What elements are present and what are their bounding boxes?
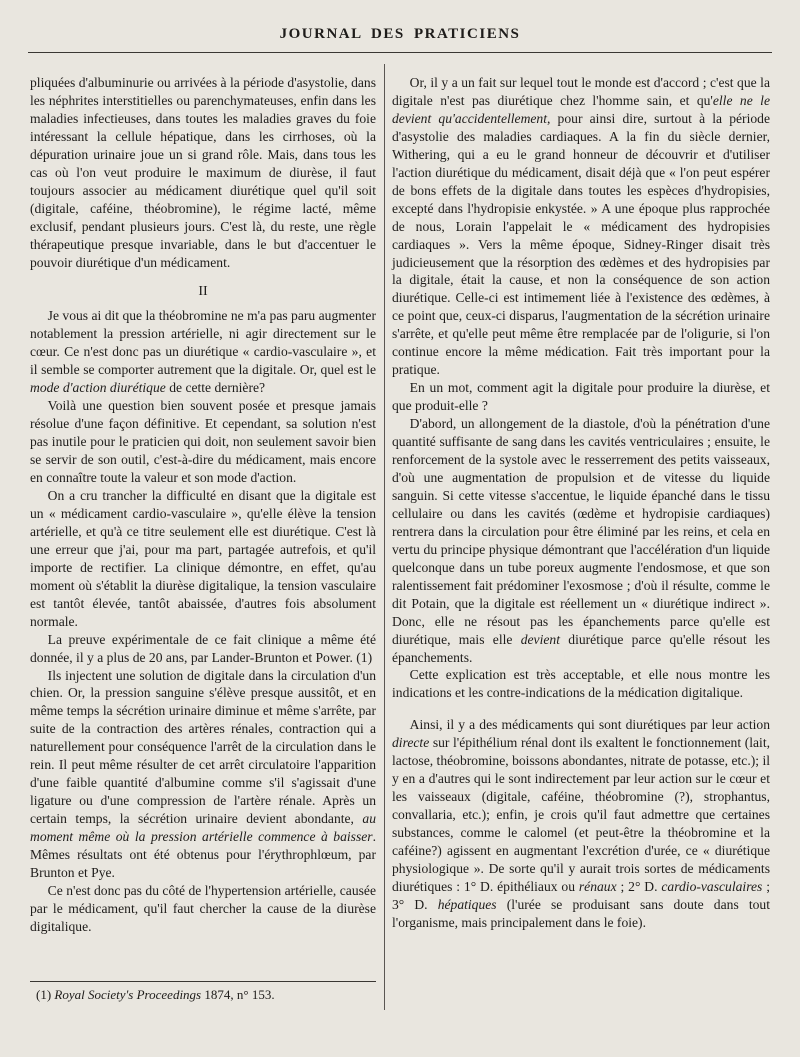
footnote-rule [30,981,376,982]
footnote-source: Royal Society's Proceedings [54,987,202,1002]
header-rule [28,52,772,53]
emphasis: cardio-vasculaires [661,878,763,894]
column-divider [384,64,385,1010]
paragraph: Ainsi, il y a des médicaments qui sont diurétiques par leur action directe sur l'épithélium rénal dont ils exaltent le fonctionnement (lait, lactose, théobromine, boissons abondantes, nitrate de potasse, etc.); il y en a d'autres qui le sont indirectement par leur action sur le cœur et les vaisseaux (digitale, caféine, théobromine (?), strophantus, convallaria, etc.); enfin, je crois qu'il faut admettre que certaines substances, comme le calomel (et peut-être la théobromine et la caféine?) agissent en augmentant l'excrétion d'urée, ce « diurétique physiologique ». De sorte qu'il y aurait trois sortes de médicaments diurétiques : 1° D. épithéliaux ou rénaux ; 2° D. cardio-vasculaires ; 3° D. hépatiques (l'urée se produisant sans doute dans tout l'organisme, mais principalement dans le foie). [392,717,770,930]
paragraph: Cette explication est très acceptable, et elle nous montre les indications et les contre-indications de la médication digitalique. [392,667,770,701]
paragraph: D'abord, un allongement de la diastole, d'où la pénétration d'une quantité suffisante de sang dans les cavités ventriculaires ; ensuite, le renforcement de la systole avec le resserrement des petits vaisseaux, d'où une augmentation de propulsion et de vitesse du liquide sanguin. Si cette vitesse s'accentue, le liquide épanché dans le tissu cellulaire ou dans les cavités (œdème et hydropisie cardiaques) rentrera dans la circulation pour être éliminé par les reins, et cela en vertu du principe physique démontrant que l'accélération d'un liquide quelconque dans un tube poreux augmente l'endosmose, et que son ralentissement fait prédominer l'exosmose ; d'où il résulte, comme le dit Potain, que la digitale est réellement un « diurétique indirect ». Donc, elle ne résout pas les épanchements parce qu'elle est diurétique, mais elle devient diurétique parce qu'elle résout les épanchements. [392,416,770,665]
paragraph: pliquées d'albuminurie ou arrivées à la période d'asystolie, dans les néphrites interstitielles ou parenchymateuses, enfin dans les maladies infectieuses, dans toutes les maladies graves du foie intéressant la cellule hépatique, dans les cirrhoses, où la dépuration urinaire joue un si grand rôle. Mais, dans tous les cas où l'on veut produire le maximum de diurèse, il faut toujours associer au médicament diurétique quel qu'il soit (digitale, caféine, théobromine), le régime lacté, même exclusif, pendant plusieurs jours. C'est là, du reste, une règle thérapeutique presque invariable, dans le but d'accentuer le pouvoir diurétique d'un médicament. [30,75,376,270]
emphasis: directe [392,735,430,751]
running-header: JOURNAL DES PRATICIENS [279,26,521,42]
right-column [392,74,770,932]
emphasis: hépatiques [437,896,497,912]
paragraph: Je vous ai dit que la théobromine ne m'a pas paru augmenter notablement la pression artérielle, ni agir directement sur le cœur. Ce n'est donc pas un diurétique « cardio-vasculaire », et il semble se comporter autrement que la digitale. Or, quel est le mode d'action diurétique de cette dernière? [30,308,376,396]
paragraph: On a cru trancher la difficulté en disant que la digitale est un « médicament cardio-vasculaire », qu'elle élève la tension artérielle, et qu'à ce titre seulement elle est diurétique. C'est là une erreur que j'ai, pour ma part, partagée autrefois, et qu'il importe de rectifier. La clinique démontre, en effet, qu'au moment où s'établit la diurèse digitalique, la tension vasculaire est tantôt élevée, tantôt abaissée, d'autres fois absolument normale. [30,487,376,629]
left-column [30,74,376,936]
emphasis: rénaux [578,878,617,894]
paragraph: Voilà une question bien souvent posée et presque jamais résolue d'une façon définitive. Et cependant, sa solution n'est pas inutile pour le praticien qui doit, non seulement savoir bien se servir de son outil, c'est-à-dire du médicament, mais encore en connaître toute la valeur et son mode d'action. [30,398,376,486]
emphasis: au moment même où la pression artérielle commence à baisser [30,811,376,845]
paragraph: Or, il y a un fait sur lequel tout le monde est d'accord ; c'est que la digitale n'est pas diurétique chez l'homme sain, et qu'elle ne le devient qu'accidentellement, pour ainsi dire, surtout à la période d'asystolie des maladies cardiaques. A la fin du siècle dernier, Withering, qui a eu le grand honneur de découvrir et d'utiliser l'action diurétique du médicament, disait déjà que « l'on peut espérer de bons effets de la digitale dans toutes les espèces d'hydropisies, excepté dans l'hydropisie enkystée. » A une époque plus rapprochée de nous, Lorain l'appelait le « médicament des hydropisies cardiaques ». Vers la même époque, Sidney-Ringer disait très judicieusement que la résorption des œdèmes et des hydropisies par la digitale, était la cause, et non la conséquence de son action diurétique. Celle-ci est intimement liée à l'existence des œdèmes, à ce point que, ceux-ci disparus, l'augmentation de la sécrétion urinaire s'arrête, et qu'elle peut même être remplacée par de l'oligurie, si l'on continue encore la même médication. Fait très important pour la pratique. [392,75,770,378]
emphasis: devient [520,631,560,647]
paragraph: Ce n'est donc pas du côté de l'hypertension artérielle, causée par le médicament, qu'il faut chercher la cause de la diurèse digitalique. [30,882,376,934]
section-heading: II [198,284,208,300]
paragraph: La preuve expérimentale de ce fait clinique a même été donnée, il y a plus de 20 ans, par Lander-Brunton et Power. (1) [30,631,376,665]
paragraph: En un mot, comment agit la digitale pour produire la diurèse, et que produit-elle ? [392,380,770,414]
paragraph: Ils injectent une solution de digitale dans la circulation d'un chien. Or, la pression sanguine s'élève presque aussitôt, et en même temps la sécrétion urinaire diminue et même s'arrête, par suite de la contraction des artères rénales, contraction qui a naturellement pour conséquence l'arrêt de la circulation dans le rein. Il peut même résulter de cet arrêt circulatoire l'apparition d'une faible quantité d'albumine comme s'il s'agissait d'une ligature ou d'une compression de l'artère rénale. Après un certain temps, la sécrétion urinaire devient abondante, au moment même où la pression artérielle commence à baisser. Mêmes résultats ont été obtenus pour l'érythrophlœum, par Brunton et Pye. [30,667,376,880]
emphasis: mode d'action diurétique [30,380,166,396]
footnote: (1) Royal Society's Proceedings 1874, n° 153. [36,987,275,1002]
emphasis: elle ne le devient qu'accidentellement [392,92,770,126]
